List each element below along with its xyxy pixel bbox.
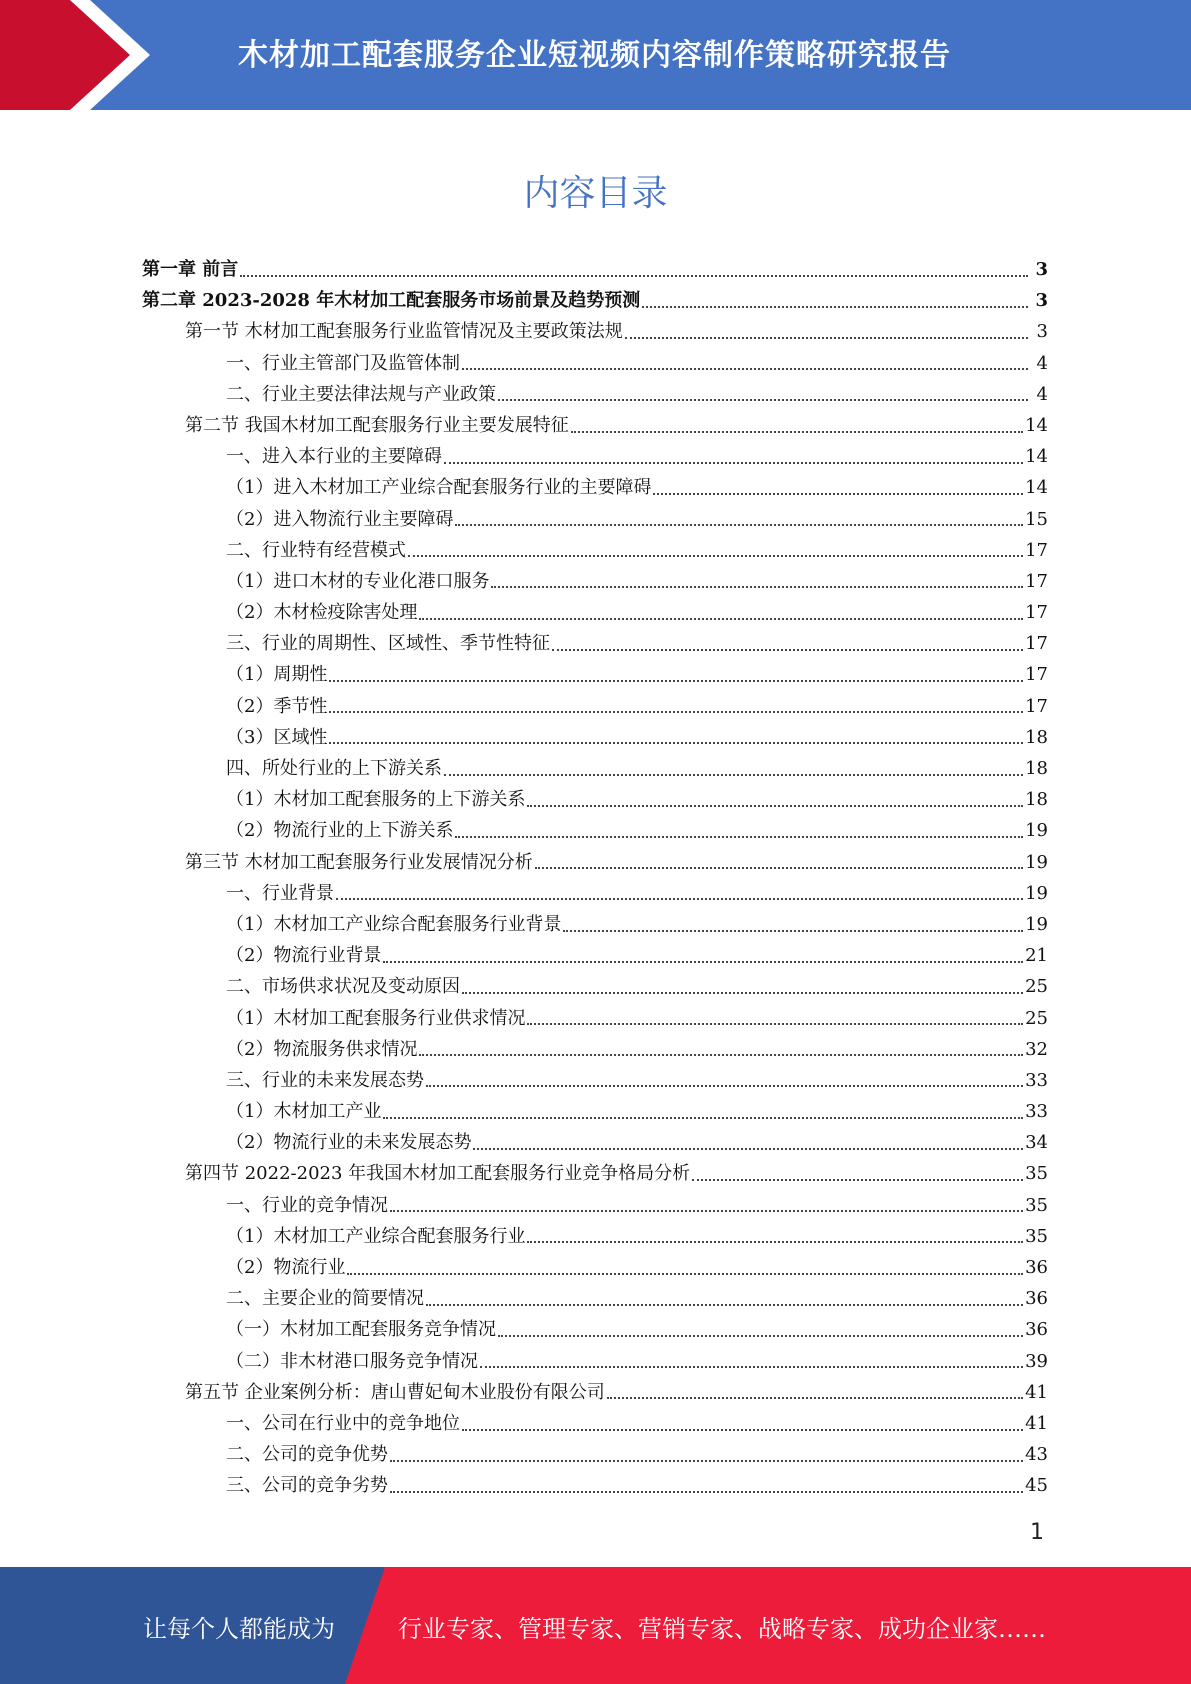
- toc-dot-leader: [426, 1304, 1023, 1306]
- toc-entry-page: 35: [1025, 1163, 1048, 1185]
- toc-entry[interactable]: [142, 1190, 1048, 1221]
- toc-entry-page: 17: [1025, 633, 1048, 655]
- toc-dot-leader: [383, 961, 1023, 963]
- toc-entry-page: 4: [1036, 383, 1048, 405]
- toc-entry-title: （1）进入木材加工产业综合配套服务行业的主要障碍: [226, 477, 652, 499]
- toc-heading: 内容目录: [523, 173, 668, 214]
- toc-dot-leader: [527, 1023, 1023, 1025]
- toc-entry-page: 34: [1025, 1132, 1048, 1154]
- toc-dot-leader: [642, 306, 1028, 308]
- chevron-arrow-icon: [0, 0, 160, 110]
- toc-entry-title: 三、行业的未来发展态势: [226, 1069, 424, 1091]
- toc-entry-page: 14: [1025, 414, 1048, 436]
- toc-entry-title: 一、行业背景: [226, 882, 334, 904]
- toc-entry-title: （1）木材加工产业综合配套服务行业背景: [226, 913, 562, 935]
- toc-entry[interactable]: [142, 815, 1048, 846]
- toc-entry-title: 一、进入本行业的主要障碍: [226, 446, 442, 468]
- toc-dot-leader: [462, 992, 1023, 994]
- footer-banner: [0, 1567, 1191, 1684]
- toc-entry-title: （1）木材加工产业综合配套服务行业: [226, 1225, 526, 1247]
- toc-entry[interactable]: [142, 753, 1048, 784]
- toc-entry-page: 15: [1025, 508, 1048, 530]
- toc-entry[interactable]: [142, 691, 1048, 722]
- toc-entry[interactable]: [142, 878, 1048, 909]
- toc-dot-leader: [491, 586, 1023, 588]
- toc-entry[interactable]: [142, 316, 1048, 347]
- toc-dot-leader: [527, 1241, 1023, 1243]
- toc-entry[interactable]: [142, 1252, 1048, 1283]
- toc-entry-title: （1）木材加工产业: [226, 1101, 382, 1123]
- toc-entry[interactable]: [142, 1314, 1048, 1345]
- toc-dot-leader: [535, 867, 1023, 869]
- toc-entry-page: 14: [1025, 446, 1048, 468]
- toc-entry[interactable]: [142, 628, 1048, 659]
- toc-dot-leader: [473, 1148, 1023, 1150]
- toc-entry-page: 18: [1025, 789, 1048, 811]
- toc-entry-title: （3）区域性: [226, 726, 328, 748]
- toc-dot-leader: [571, 431, 1023, 433]
- toc-entry-page: 32: [1025, 1038, 1048, 1060]
- toc-entry-title: 第二章 2023-2028 年木材加工配套服务市场前景及趋势预测: [142, 290, 641, 312]
- toc-dot-leader: [563, 930, 1023, 932]
- toc-entry[interactable]: [142, 504, 1048, 535]
- toc-entry-title: （1）周期性: [226, 664, 328, 686]
- toc-entry-title: （2）物流服务供求情况: [226, 1038, 418, 1060]
- toc-entry-title: （1）木材加工配套服务行业供求情况: [226, 1007, 526, 1029]
- toc-entry-page: 4: [1036, 352, 1048, 374]
- toc-entry-page: 19: [1025, 882, 1048, 904]
- toc-entry-page: 36: [1025, 1319, 1048, 1341]
- toc-entry-page: 36: [1025, 1288, 1048, 1310]
- toc-entry[interactable]: [142, 784, 1048, 815]
- toc-entry-title: 二、主要企业的简要情况: [226, 1288, 424, 1310]
- toc-entry-page: 41: [1025, 1412, 1048, 1434]
- toc-entry-page: 19: [1025, 851, 1048, 873]
- toc-entry[interactable]: [142, 1127, 1048, 1158]
- toc-entry[interactable]: [142, 348, 1048, 379]
- toc-entry-title: 第一章 前言: [142, 259, 239, 280]
- toc-entry-title: （2）季节性: [226, 695, 328, 717]
- toc-entry[interactable]: [142, 254, 1048, 285]
- toc-entry-title: （2）物流行业的上下游关系: [226, 820, 454, 842]
- toc-dot-leader: [692, 1179, 1023, 1181]
- toc-entry-page: 33: [1025, 1101, 1048, 1123]
- toc-dot-leader: [552, 649, 1023, 651]
- toc-entry-page: 3: [1035, 259, 1048, 280]
- toc-entry-page: 39: [1025, 1350, 1048, 1372]
- toc-dot-leader: [329, 680, 1023, 682]
- toc-dot-leader: [408, 555, 1023, 557]
- toc-entry-page: 41: [1025, 1381, 1048, 1403]
- toc-entry[interactable]: [142, 1346, 1048, 1377]
- report-title: 木材加工配套服务企业短视频内容制作策略研究报告: [238, 38, 951, 73]
- toc-entry[interactable]: [142, 1034, 1048, 1065]
- toc-entry-title: （2）物流行业背景: [226, 945, 382, 967]
- toc-entry-page: 19: [1025, 913, 1048, 935]
- toc-entry[interactable]: [142, 1377, 1048, 1408]
- toc-entry-title: 三、行业的周期性、区域性、季节性特征: [226, 633, 550, 655]
- toc-entry-page: 36: [1025, 1257, 1048, 1278]
- toc-entry[interactable]: [142, 1283, 1048, 1314]
- toc-entry[interactable]: [142, 847, 1048, 878]
- toc-entry[interactable]: [142, 909, 1048, 940]
- toc-dot-leader: [329, 742, 1023, 744]
- toc-entry-page: 19: [1025, 820, 1048, 842]
- toc-dot-leader: [419, 618, 1023, 620]
- toc-entry-page: 18: [1025, 758, 1048, 779]
- toc-entry-title: 第四节 2022-2023 年我国木材加工配套服务行业竞争格局分析: [185, 1163, 691, 1185]
- toc-entry-page: 43: [1025, 1444, 1048, 1466]
- toc-entry[interactable]: [142, 971, 1048, 1002]
- toc-entry-page: 35: [1025, 1225, 1048, 1247]
- toc-dot-leader: [653, 493, 1023, 495]
- toc-entry[interactable]: [142, 659, 1048, 690]
- toc-entry-page: 17: [1025, 664, 1048, 686]
- toc-entry-page: 3: [1035, 290, 1048, 312]
- toc-entry[interactable]: [142, 472, 1048, 503]
- toc-dot-leader: [347, 1273, 1023, 1275]
- toc-entry[interactable]: [142, 597, 1048, 628]
- toc-entry[interactable]: [142, 410, 1048, 441]
- toc-entry-page: 33: [1025, 1069, 1048, 1091]
- toc-dot-leader: [462, 368, 1028, 370]
- toc-entry-title: （2）进入物流行业主要障碍: [226, 508, 454, 530]
- toc-dot-leader: [329, 711, 1023, 713]
- footer-slogan-left: 让每个人都能成为: [143, 1615, 335, 1643]
- toc-entry-page: 3: [1036, 321, 1048, 343]
- page-number: 1: [1030, 1520, 1044, 1545]
- toc-entry[interactable]: [142, 285, 1048, 316]
- toc-entry-page: 17: [1025, 695, 1048, 717]
- toc-dot-leader: [444, 774, 1023, 776]
- toc-entry-title: （1）木材加工配套服务的上下游关系: [226, 789, 526, 811]
- toc-entry-page: 25: [1025, 1007, 1048, 1029]
- toc-entry-page: 17: [1025, 539, 1048, 561]
- toc-entry[interactable]: [142, 1096, 1048, 1127]
- toc-dot-leader: [383, 1117, 1023, 1119]
- toc-entry-title: 第二节 我国木材加工配套服务行业主要发展特征: [185, 414, 569, 436]
- toc-dot-leader: [390, 1210, 1023, 1212]
- toc-dot-leader: [426, 1085, 1023, 1087]
- toc-dot-leader: [498, 399, 1028, 401]
- toc-entry-page: 17: [1025, 602, 1048, 624]
- toc-entry-page: 14: [1025, 477, 1048, 499]
- toc-dot-leader: [419, 1054, 1023, 1056]
- toc-dot-leader: [240, 275, 1028, 277]
- toc-entry-title: 一、行业的竞争情况: [226, 1194, 388, 1216]
- toc-entry-title: 第三节 木材加工配套服务行业发展情况分析: [185, 851, 533, 873]
- toc-entry-title: 二、行业特有经营模式: [226, 539, 406, 561]
- toc-entry-page: 21: [1025, 945, 1048, 967]
- toc-entry-page: 17: [1025, 570, 1048, 592]
- toc-dot-leader: [498, 1335, 1023, 1337]
- toc-entry-title: 一、行业主管部门及监管体制: [226, 352, 460, 374]
- footer-slogan-right: 行业专家、管理专家、营销专家、战略专家、成功企业家……: [398, 1615, 1046, 1643]
- toc-entry[interactable]: [142, 379, 1048, 410]
- toc-entry-title: 第一节 木材加工配套服务行业监管情况及主要政策法规: [185, 321, 623, 343]
- toc-entry-title: 二、公司的竞争优势: [226, 1444, 388, 1466]
- toc-entry-title: （2）木材检疫除害处理: [226, 602, 418, 624]
- toc-entry-title: （二）非木材港口服务竞争情况: [226, 1350, 478, 1372]
- toc-dot-leader: [444, 462, 1023, 464]
- toc-entry-title: 二、行业主要法律法规与产业政策: [226, 383, 496, 405]
- toc-dot-leader: [455, 524, 1023, 526]
- toc-dot-leader: [607, 1397, 1023, 1399]
- toc-entry[interactable]: [142, 1003, 1048, 1034]
- toc-entry-page: 45: [1025, 1475, 1048, 1497]
- toc-entry-title: 一、公司在行业中的竞争地位: [226, 1412, 460, 1434]
- header-banner: [0, 0, 1191, 110]
- toc-entry[interactable]: [142, 1158, 1048, 1189]
- toc-dot-leader: [390, 1460, 1023, 1462]
- toc-dot-leader: [625, 337, 1028, 339]
- toc-entry[interactable]: [142, 566, 1048, 597]
- toc-dot-leader: [390, 1491, 1023, 1493]
- toc-entry-page: 18: [1025, 726, 1048, 748]
- toc-entry-title: （一）木材加工配套服务竞争情况: [226, 1319, 496, 1341]
- toc-entry[interactable]: [142, 1221, 1048, 1252]
- toc-entry-title: （1）进口木材的专业化港口服务: [226, 570, 490, 592]
- toc-entry[interactable]: [142, 940, 1048, 971]
- toc-entry-title: 四、所处行业的上下游关系: [226, 758, 442, 779]
- toc-entry-page: 25: [1025, 976, 1048, 998]
- toc-entry[interactable]: [142, 722, 1048, 753]
- toc-dot-leader: [527, 805, 1023, 807]
- toc-dot-leader: [336, 898, 1023, 900]
- toc-dot-leader: [455, 836, 1023, 838]
- toc-dot-leader: [462, 1429, 1023, 1431]
- toc-entry[interactable]: [142, 441, 1048, 472]
- toc-entry-title: 三、公司的竞争劣势: [226, 1475, 388, 1497]
- toc-entry[interactable]: [142, 535, 1048, 566]
- toc-entry-page: 35: [1025, 1194, 1048, 1216]
- toc-entry[interactable]: [142, 1408, 1048, 1439]
- toc-entry-title: （2）物流行业的未来发展态势: [226, 1132, 472, 1154]
- toc-entry[interactable]: [142, 1439, 1048, 1470]
- toc-entry-title: 第五节 企业案例分析：唐山曹妃甸木业股份有限公司: [185, 1381, 605, 1403]
- toc-dot-leader: [480, 1366, 1023, 1368]
- toc-entry[interactable]: [142, 1470, 1048, 1501]
- table-of-contents: [142, 254, 1048, 1502]
- toc-entry-title: 二、市场供求状况及变动原因: [226, 976, 460, 998]
- toc-entry-title: （2）物流行业: [226, 1257, 346, 1278]
- toc-entry[interactable]: [142, 1065, 1048, 1096]
